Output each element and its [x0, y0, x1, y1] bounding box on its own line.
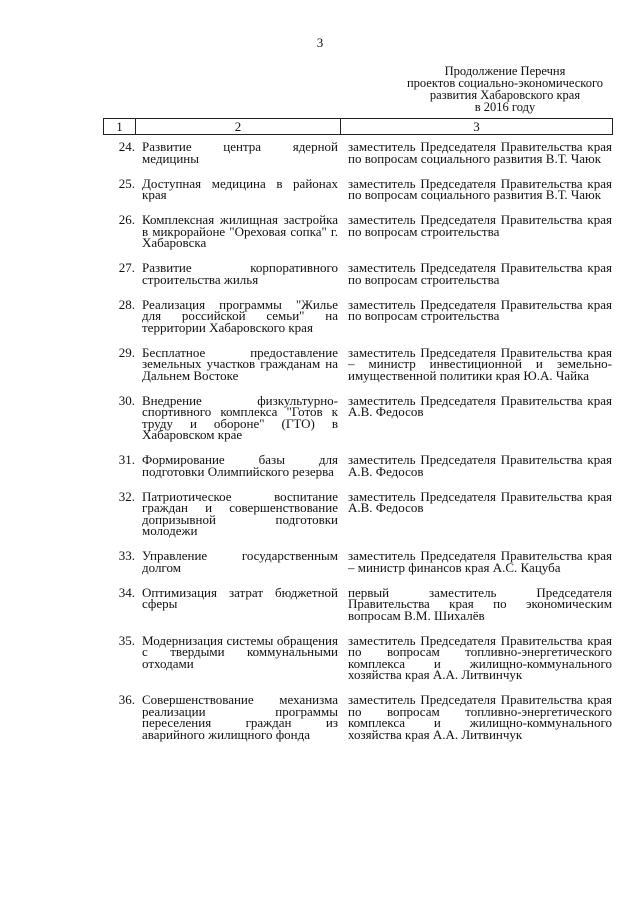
column-header-responsible: 3 — [473, 119, 480, 134]
row-number: 33. — [118, 548, 135, 563]
heading-line: развития Хабаровского края — [429, 88, 581, 102]
row-number: 24. — [118, 139, 135, 154]
table-row — [103, 392, 613, 442]
table-row — [103, 694, 613, 740]
project-name: Формирование базы для подготовки Олимпийского резерва — [142, 452, 338, 479]
responsible-person: заместитель Председателя Правительства края – министр инвестиционной и земельно-имущественной политики края Ю.А. Чайка — [348, 344, 612, 383]
table-row — [103, 454, 613, 477]
project-name: Реализация программы "Жилье для российской семьи" на территории Хабаровского края — [142, 296, 338, 335]
table-row — [103, 584, 613, 623]
table-header — [103, 118, 613, 135]
responsible-person: заместитель Председателя Правительства края по вопросам строительства — [348, 260, 612, 287]
responsible-person: заместитель Председателя Правительства края по вопросам социального развития В.Т. Чаюк — [348, 139, 612, 166]
responsible-person: заместитель Председателя Правительства края – министр финансов края А.С. Кацуба — [348, 548, 612, 575]
table-row — [103, 550, 613, 573]
table-row — [103, 296, 613, 335]
heading-line: проектов социально-экономического — [406, 76, 604, 90]
project-name: Комплексная жилищная застройка в микрорайоне "Ореховая сопка" г. Хабаровска — [142, 212, 338, 250]
table-row — [103, 344, 613, 383]
row-number: 26. — [118, 212, 135, 227]
table-row — [103, 141, 613, 164]
row-number: 28. — [118, 296, 135, 312]
responsible-person: заместитель Председателя Правительства края по вопросам топливно-энергетического комплекса и жилищно-коммунального хозяйства края А.А. Литвинчук — [348, 692, 612, 742]
row-number: 29. — [118, 344, 135, 360]
project-name: Развитие центра ядерной медицины — [142, 139, 338, 166]
row-number: 31. — [118, 452, 135, 467]
projects-table-body — [103, 141, 613, 754]
column-header-number: 1 — [104, 119, 136, 134]
responsible-person: заместитель Председателя Правительства края А.В. Федосов — [348, 488, 612, 515]
project-name: Патриотическое воспитание граждан и совершенствование допризывной подготовки молодежи — [142, 488, 338, 538]
row-number: 35. — [118, 632, 135, 648]
project-name: Управление государственным долгом — [142, 548, 338, 575]
responsible-person: заместитель Председателя Правительства края А.В. Федосов — [348, 392, 612, 419]
project-name: Модернизация системы обращения с твердыми коммунальными отходами — [142, 632, 338, 671]
row-number: 30. — [118, 392, 135, 408]
responsible-person: заместитель Председателя Правительства края по вопросам топливно-энергетического комплекса и жилищно-коммунального хозяйства края А.А. Литвинчук — [348, 632, 612, 682]
heading-line: Продолжение Перечня — [444, 64, 566, 78]
row-number: 25. — [118, 175, 135, 191]
column-header-project: 2 — [136, 119, 341, 134]
responsible-person: заместитель Председателя Правительства края А.В. Федосов — [348, 452, 612, 479]
table-row — [103, 488, 613, 538]
project-name: Оптимизация затрат бюджетной сферы — [142, 584, 338, 611]
project-name: Бесплатное предоставление земельных участков гражданам на Дальнем Востоке — [142, 344, 338, 383]
table-row — [103, 214, 613, 249]
document-heading — [395, 65, 615, 113]
row-number: 36. — [118, 692, 135, 707]
project-name: Развитие корпоративного строительства жилья — [142, 260, 338, 287]
project-name: Доступная медицина в районах края — [142, 175, 338, 202]
table-row — [103, 262, 613, 285]
responsible-person: первый заместитель Председателя Правительства края по экономическим вопросам В.М. Шихалёв — [348, 584, 612, 623]
table-row — [103, 632, 613, 682]
table-row — [103, 175, 613, 202]
responsible-person: заместитель Председателя Правительства края по вопросам социального развития В.Т. Чаюк — [348, 175, 612, 202]
project-name: Внедрение физкультурно-спортивного комплекса "Готов к труду и обороне" (ГТО) в Хабаровском крае — [142, 392, 338, 442]
project-name: Совершенствование механизма реализации программы переселения граждан из аварийного жилищного фонда — [142, 692, 338, 742]
row-number: 27. — [118, 260, 135, 275]
heading-line: в 2016 году — [474, 100, 536, 114]
row-number: 32. — [118, 488, 135, 504]
page-number: 3 — [316, 35, 324, 50]
row-number: 34. — [118, 584, 135, 600]
responsible-person: заместитель Председателя Правительства края по вопросам строительства — [348, 296, 612, 323]
responsible-person: заместитель Председателя Правительства края по вопросам строительства — [348, 212, 612, 239]
